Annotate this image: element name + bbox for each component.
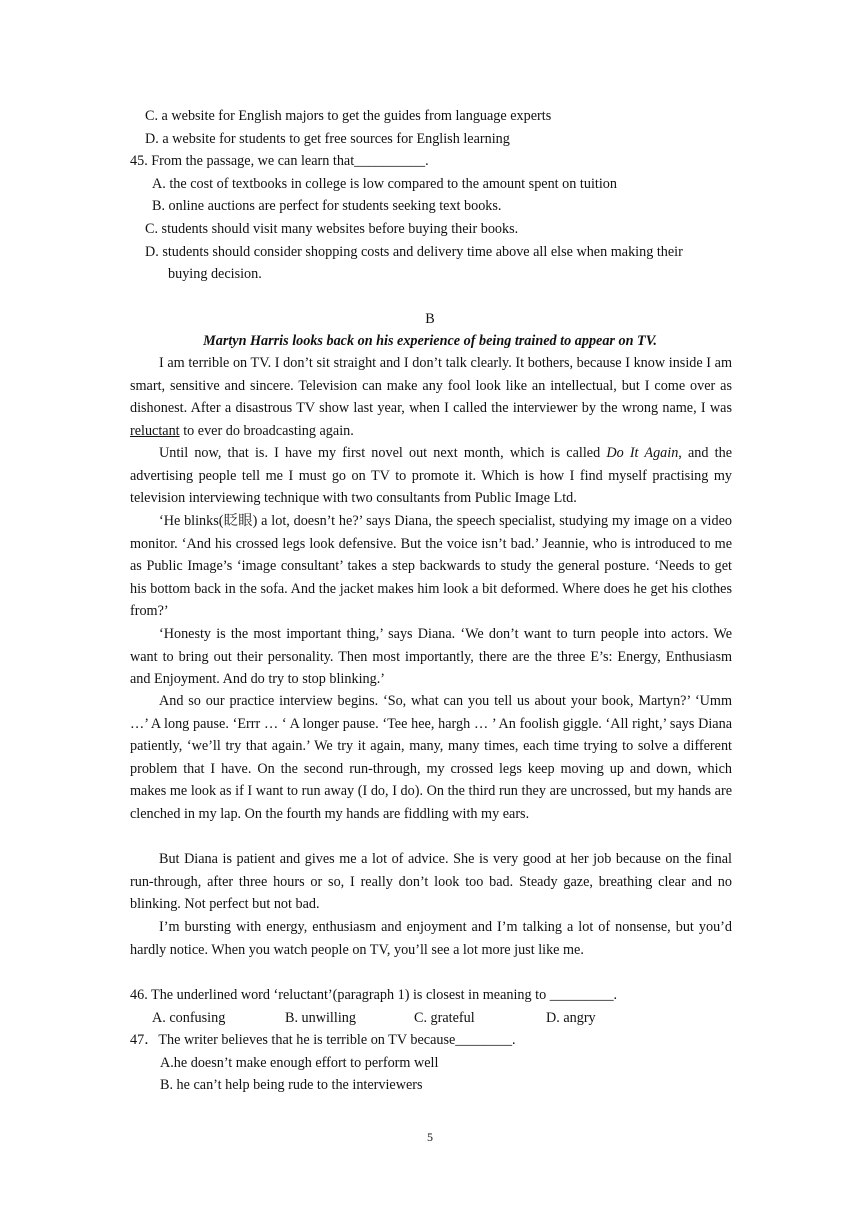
q45-option-b: B. online auctions are perfect for students seeking text books.: [152, 198, 502, 214]
q45-option-a: A. the cost of textbooks in college is low compared to the amount spent on tuition: [152, 176, 617, 192]
paragraph-6-text: But Diana is patient and gives me a lot of advice. She is very good at her job because on the final run-through, after three hours or so, I really don’t look too bad. Steady gaze, breathing clear and no blinking. Not perfect but not bad.: [130, 851, 732, 913]
paragraph-3-text: ‘He blinks(眨眼) a lot, doesn’t he?’ says Diana, the speech specialist, studying my image on a video monitor. ‘And his crossed legs look defensive. But the voice isn’t bad.’ Jeannie, who is introduced to me as Public Image’s ‘image consultant’ takes a step backwards to study the general posture. ‘Needs to get his bottom back in the sofa. And the jacket makes him look a bit deformed. Where does he get his clothes from?’: [130, 513, 732, 620]
q46-option-c: C. grateful: [414, 1010, 475, 1026]
paragraph-2: [130, 442, 732, 510]
section-label: B: [425, 311, 435, 327]
paragraph-1-text-a: I am terrible on TV. I don’t sit straight and I don’t talk clearly. It bothers, because I know inside I am smart, sensitive and sincere. Television can make any fool look like an intellectual, but I come over as dishonest. After a disastrous TV show last year, when I called the interviewer by the wrong name, I was: [130, 355, 732, 417]
passage-subtitle: Martyn Harris looks back on his experience of being trained to appear on TV.: [203, 333, 657, 349]
q44-option-d: D. a website for students to get free sources for English learning: [145, 131, 510, 147]
page-number: 5: [427, 1130, 433, 1144]
q46-option-b: B. unwilling: [285, 1010, 356, 1026]
paragraph-1: [130, 352, 732, 442]
paragraph-7: [130, 916, 732, 961]
q46-stem: 46. The underlined word ‘reluctant’(paragraph 1) is closest in meaning to _________.: [130, 987, 618, 1003]
paragraph-2-text-a: Until now, that is. I have my first novel out next month, which is called: [159, 445, 607, 461]
paragraph-7-text: I’m bursting with energy, enthusiasm and enjoyment and I’m talking a lot of nonsense, but you’d hardly notice. When you watch people on TV, you’ll see a lot more just like me.: [130, 919, 732, 958]
paragraph-6: [130, 848, 732, 916]
q46-option-d: D. angry: [546, 1010, 596, 1026]
paragraph-1-text-b: to ever do broadcasting again.: [179, 422, 354, 439]
underlined-word-reluctant: reluctant: [130, 422, 180, 439]
q45-stem: 45. From the passage, we can learn that__________.: [130, 153, 429, 169]
paragraph-2-text-b: , and the advertising people tell me I must go on TV to promote it. Which is how I find myself practising my television interviewing technique with two consultants from Public Image Ltd.: [130, 445, 732, 507]
q45-option-c: C. students should visit many websites before buying their books.: [145, 221, 519, 237]
paragraph-5-text: And so our practice interview begins. ‘So, what can you tell us about your book, Martyn?’ ‘Umm …’ A long pause. ‘Errr … ‘ A longer pause. ‘Tee hee, hargh … ’ An foolish giggle. ‘All right,’ says Diana patiently, ‘we’ll try that again.’ We try it again, many, many times, each time trying to solve a different problem that I have. On the second run-through, my crossed legs keep moving up and down, which makes me look as if I want to run away (I do, I do). On the third run they are uncrossed, but my hands are clenched in my lap. On the fourth my hands are fiddling with my ears.: [130, 693, 732, 822]
q47-stem: 47．The writer believes that he is terrible on TV because________.: [130, 1032, 516, 1048]
q47-option-b: B. he can’t help being rude to the interviewers: [160, 1077, 423, 1093]
q46-option-a: A. confusing: [152, 1010, 226, 1026]
novel-title: Do It Again: [606, 445, 679, 461]
paragraph-3: [130, 510, 732, 623]
q45-option-d-line2: buying decision.: [168, 266, 262, 282]
paragraph-4-text: ‘Honesty is the most important thing,’ says Diana. ‘We don’t want to turn people into actors. We want to bring out their personality. Then most importantly, there are the three E’s: Energy, Enthusiasm and Enjoyment. And do try to stop blinking.’: [130, 626, 732, 688]
paragraph-5: [130, 690, 732, 826]
q45-option-d-line1: D. students should consider shopping costs and delivery time above all else when making their: [145, 244, 683, 260]
q47-option-a: A.he doesn’t make enough effort to perform well: [160, 1055, 439, 1071]
q44-option-c: C. a website for English majors to get the guides from language experts: [145, 108, 552, 124]
paragraph-4: [130, 623, 732, 691]
